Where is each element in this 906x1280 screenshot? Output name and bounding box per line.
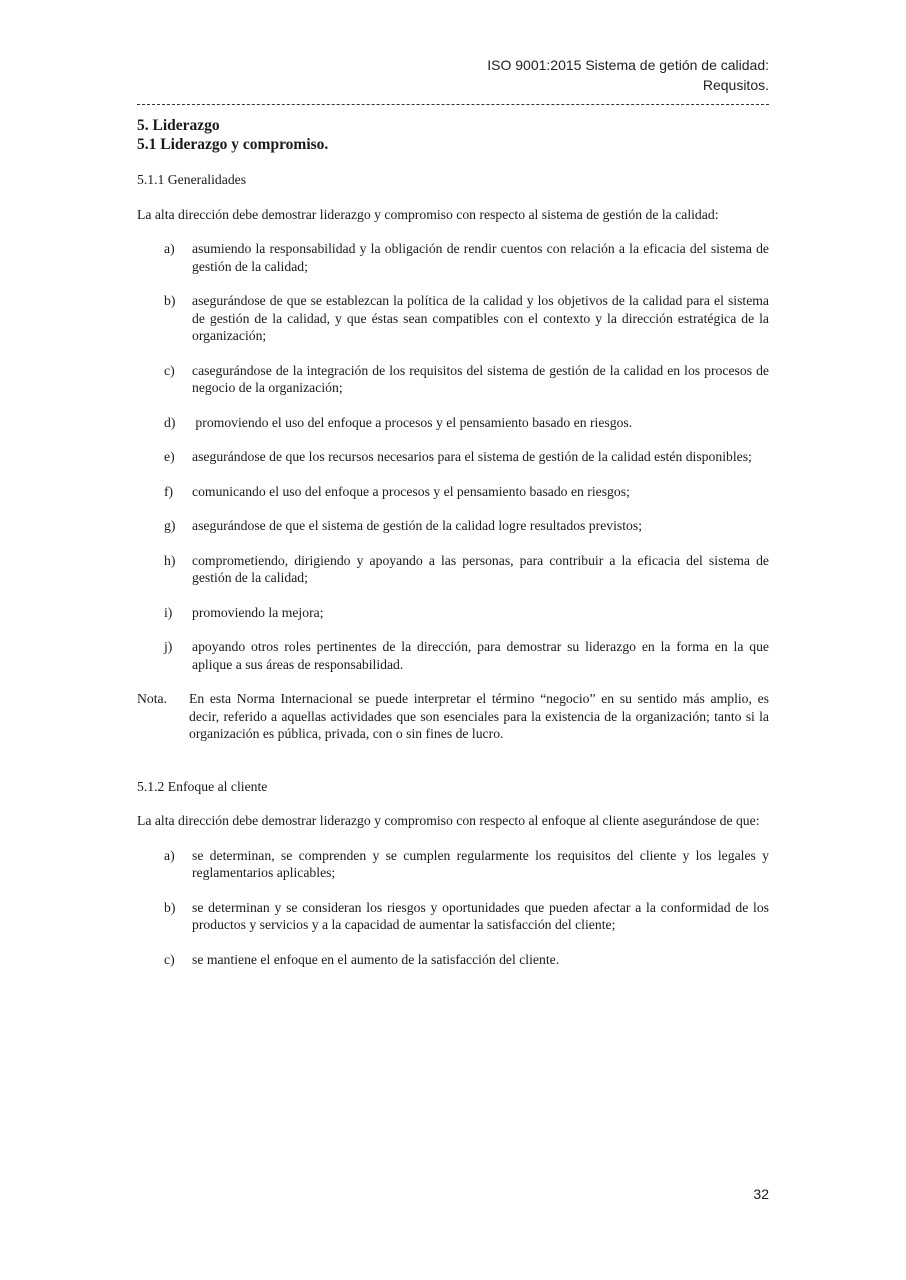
list-item-text: asegurándose de que se establezcan la política de la calidad y los objetivos de la calidad para el sistema de gestión de la calidad, y que éstas sean compatibles con el contexto y la dirección estratégica de la organización; (192, 293, 769, 343)
list-item-letter: b) (164, 899, 176, 915)
list-item-text: apoyando otros roles pertinentes de la dirección, para demostrar su liderazgo en la forma en la que aplique a sus áreas de responsabilidad. (192, 639, 769, 672)
list-item (137, 448, 769, 466)
list-item (137, 951, 769, 969)
note-label: Nota. (137, 691, 168, 706)
list-item-text: asumiendo la responsabilidad y la obligación de rendir cuentos con relación a la eficacia del sistema de gestión de la calidad; (192, 241, 769, 274)
list-item-letter: g) (164, 518, 176, 533)
list-item-letter: a) (164, 241, 175, 256)
header-title: ISO 9001:2015 Sistema de getión de calidad: (487, 57, 769, 73)
list-item (137, 240, 769, 275)
list-item (137, 604, 769, 622)
list-item-text: comprometiendo, dirigiendo y apoyando a las personas, para contribuir a la eficacia del sistema de gestión de la calidad; (192, 552, 769, 585)
list-item-letter: j) (164, 639, 173, 654)
list-item (137, 414, 769, 432)
header-subtitle: Requsitos. (702, 77, 769, 93)
list-item (137, 638, 769, 673)
list-item-letter: b) (164, 293, 176, 308)
list-item (137, 483, 769, 501)
list-item-letter: i) (164, 604, 173, 620)
list-item-text: promoviendo el uso del enfoque a procesos y el pensamiento basado en riesgos. (192, 414, 633, 430)
subsection-intro-511: La alta dirección debe demostrar liderazgo y compromiso con respecto al sistema de gestión de la calidad: (137, 206, 719, 222)
list-item-letter: d) (164, 414, 176, 430)
list-item-text: asegurándose de que los recursos necesarios para el sistema de gestión de la calidad estén disponibles; (192, 449, 752, 464)
subsection-heading-512: 5.1.2 Enfoque al cliente (137, 778, 268, 794)
list-item (137, 292, 769, 345)
list-item (137, 847, 769, 882)
list-item-letter: f) (164, 483, 174, 499)
list-item (137, 552, 769, 587)
subsection-intro-512: La alta dirección debe demostrar liderazgo y compromiso con respecto al enfoque al cliente asegurándose de que: (137, 813, 760, 828)
list-item-text: comunicando el uso del enfoque a procesos y el pensamiento basado en riesgos; (192, 483, 630, 499)
page-number: 32 (753, 1186, 769, 1202)
section-spacer (137, 743, 769, 761)
list-item-text: promoviendo la mejora; (192, 604, 324, 620)
note-block (137, 690, 769, 743)
list-item-letter: c) (164, 362, 175, 378)
list-item-text: se determinan y se consideran los riesgos y oportunidades que pueden afectar a la conformidad de los productos y servicios y a la capacidad de aumentar la satisfacción del cliente; (192, 899, 769, 932)
list-item (137, 517, 769, 535)
list-item (137, 362, 769, 397)
header-divider (137, 104, 769, 105)
list-item-letter: h) (164, 552, 176, 568)
list-item-text: casegurándose de la integración de los requisitos del sistema de gestión de la calidad en los procesos de negocio de la organización; (192, 362, 769, 395)
list-item-text: asegurándose de que el sistema de gestión de la calidad logre resultados previstos; (192, 518, 643, 533)
requirements-list-511 (137, 240, 769, 673)
document-body (137, 116, 769, 968)
section-title: 5. Liderazgo (137, 117, 220, 134)
list-item-letter: e) (164, 449, 175, 464)
section-subtitle: 5.1 Liderazgo y compromiso. (137, 136, 329, 153)
list-item-text: se mantiene el enfoque en el aumento de la satisfacción del cliente. (192, 951, 560, 967)
page-header (137, 55, 769, 95)
requirements-list-512 (137, 847, 769, 969)
list-item (137, 899, 769, 934)
list-item-text: se determinan, se comprenden y se cumplen regularmente los requisitos del cliente y los legales y reglamentarios aplicables; (192, 847, 769, 880)
note-text: En esta Norma Internacional se puede interpretar el término “negocio” en su sentido más amplio, es decir, referido a aquellas actividades que son esenciales para la existencia de la organización; tanto si la organización es pública, privada, con o sin fines de lucro. (189, 691, 769, 741)
list-item-letter: a) (164, 847, 175, 863)
list-item-letter: c) (164, 951, 175, 967)
subsection-heading-511: 5.1.1 Generalidades (137, 172, 247, 187)
